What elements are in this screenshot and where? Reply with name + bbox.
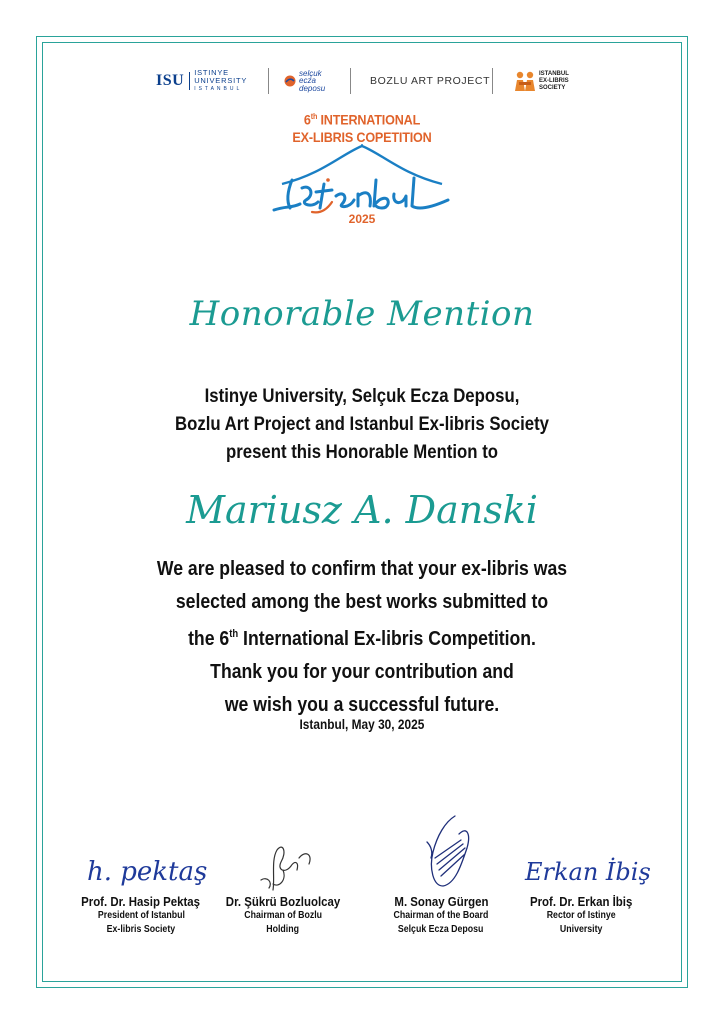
certificate-title: Honorable Mention bbox=[189, 294, 535, 334]
society-line-3: SOCIETY bbox=[539, 84, 566, 91]
bozlu-art-project-logo bbox=[370, 66, 490, 96]
isu-text bbox=[194, 69, 247, 93]
presenters-line: present this Honorable Mention to bbox=[225, 441, 499, 463]
message-block bbox=[0, 552, 724, 721]
message-line: Thank you for your contribution and bbox=[210, 659, 514, 683]
signatory-role bbox=[198, 909, 368, 937]
istinye-university-logo bbox=[156, 66, 247, 96]
message-line bbox=[51, 618, 674, 655]
istanbul-exlibris-society-logo bbox=[514, 66, 569, 96]
competition-year: 2025 bbox=[348, 212, 376, 226]
society-figures-icon bbox=[514, 70, 536, 92]
logo-divider bbox=[492, 68, 493, 94]
selcuk-line-3: deposu bbox=[299, 83, 326, 93]
message-line: We are pleased to confirm that your ex-libris was bbox=[156, 557, 568, 580]
society-text bbox=[539, 71, 569, 92]
signatory-role-line-2: Holding bbox=[266, 924, 300, 935]
presenters-block bbox=[0, 382, 724, 466]
signature-pektas-text: h. pektaş bbox=[87, 857, 208, 887]
logo-divider bbox=[350, 68, 351, 94]
signature-ibis bbox=[511, 840, 651, 892]
isu-mark: ISU bbox=[156, 72, 190, 90]
message-line: we wish you a successful future. bbox=[224, 692, 500, 716]
signatory-role-line-1: President of Istanbul bbox=[97, 910, 185, 921]
competition-line-2: EX-LIBRIS COPETITION bbox=[292, 128, 432, 145]
issue-date bbox=[0, 717, 724, 732]
logo-divider bbox=[268, 68, 269, 94]
isu-line-1: ISTINYE bbox=[194, 68, 229, 77]
message-line-3-post: International Ex-libris Competition. bbox=[238, 626, 536, 650]
competition-line-1 bbox=[272, 108, 452, 129]
edition-suffix: th bbox=[310, 112, 318, 121]
signatory-name-text: M. Sonay Gürgen bbox=[393, 894, 489, 909]
signature-block-ibis bbox=[496, 840, 666, 937]
society-line-2: EX-LIBRIS bbox=[539, 77, 569, 84]
signatory-name bbox=[198, 894, 368, 909]
issue-date-text: Istanbul, May 30, 2025 bbox=[299, 717, 425, 732]
competition-emblem bbox=[262, 108, 462, 238]
selcuk-text bbox=[299, 70, 325, 93]
isu-line-3: ISTANBUL bbox=[194, 86, 243, 92]
signatory-role bbox=[496, 909, 666, 937]
signatory-role-line-1: Chairman of the Board bbox=[393, 910, 489, 921]
signatory-role-line-2: University bbox=[559, 924, 603, 935]
signature-gurgen bbox=[371, 812, 511, 892]
signatory-role-line-2: Ex-libris Society bbox=[106, 924, 176, 935]
signatory-role-line-2: Selçuk Ecza Deposu bbox=[398, 924, 484, 935]
signatory-name-text: Dr. Şükrü Bozluolcay bbox=[225, 894, 341, 909]
presenters-line: Istinye University, Selçuk Ecza Deposu, bbox=[204, 385, 520, 407]
signature-pektas bbox=[71, 840, 211, 892]
signatory-name-text: Prof. Dr. Hasip Pektaş bbox=[81, 894, 201, 909]
selcuk-line-1: selçuk bbox=[299, 68, 322, 78]
edition-number: 6 bbox=[303, 111, 311, 128]
society-line-1: ISTANBUL bbox=[539, 70, 569, 77]
isu-line-2: UNIVERSITY bbox=[194, 76, 248, 85]
selcuk-swirl-icon bbox=[284, 75, 296, 87]
presenters-line: Bozlu Art Project and Istanbul Ex-libris Society bbox=[175, 413, 549, 435]
signatory-role-line-1: Chairman of Bozlu bbox=[244, 910, 322, 921]
selcuk-ecza-logo bbox=[284, 66, 325, 96]
message-line-3-sup: th bbox=[229, 628, 239, 640]
message-line: selected among the best works submitted to bbox=[175, 590, 549, 613]
signatory-role-line-1: Rector of Istinye bbox=[546, 910, 616, 921]
istanbul-calligraphy-logo bbox=[262, 144, 462, 216]
signature-bozluolcay bbox=[213, 840, 353, 892]
competition-line-1-text: INTERNATIONAL bbox=[317, 111, 421, 128]
signatory-name-text: Prof. Dr. Erkan İbiş bbox=[529, 894, 633, 909]
recipient-name: Mariusz A. Danski bbox=[186, 488, 538, 532]
message-line-3-pre: the 6 bbox=[188, 626, 230, 650]
selcuk-line-2: ecza bbox=[299, 76, 316, 86]
signature-ibis-text: Erkan İbiş bbox=[525, 858, 651, 886]
signature-block-bozluolcay bbox=[198, 840, 368, 937]
signatory-name bbox=[496, 894, 666, 909]
sponsor-logos bbox=[150, 66, 580, 96]
bozlu-text: BOZLU ART PROJECT bbox=[370, 75, 491, 87]
